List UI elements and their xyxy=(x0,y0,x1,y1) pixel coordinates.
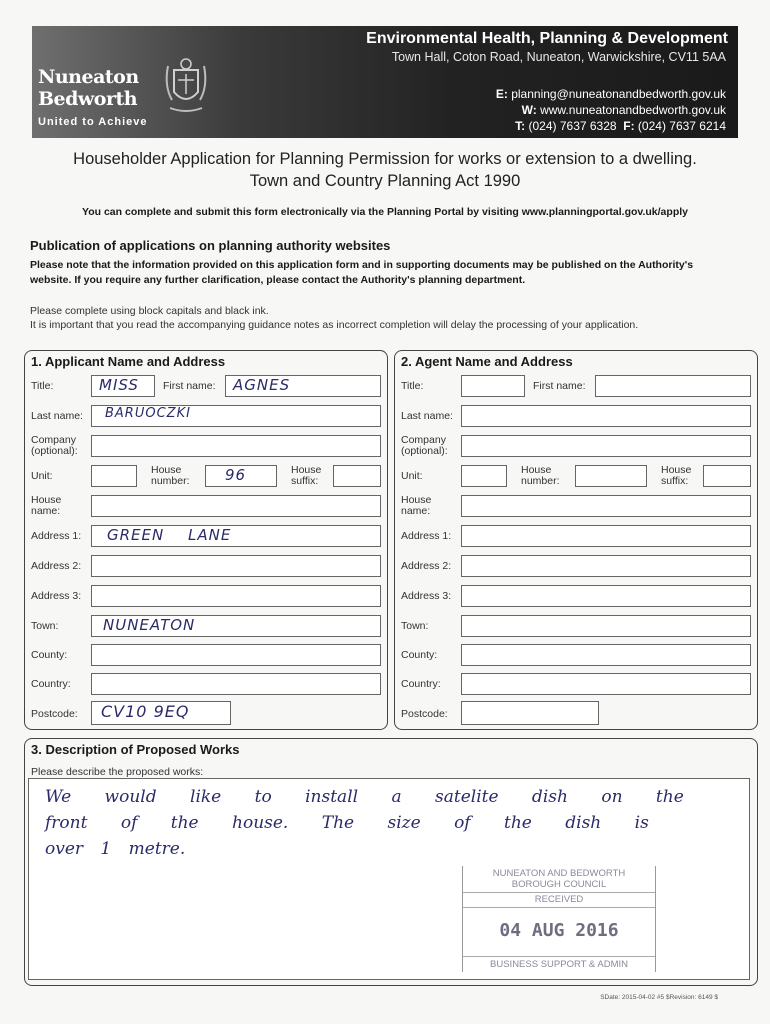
document-title xyxy=(0,148,770,192)
applicant-company-label xyxy=(31,435,78,457)
works-heading: 3. Description of Proposed Works xyxy=(31,742,240,757)
fax-label: F: xyxy=(623,119,635,133)
applicant-unit-field[interactable] xyxy=(91,465,137,487)
agent-first-name-label: First name: xyxy=(533,380,586,392)
house-suffix-label-1: House xyxy=(291,464,322,476)
applicant-postcode-value: CV10 9EQ xyxy=(101,702,190,721)
agent-country-label: Country: xyxy=(401,678,441,690)
logo-line-1: Nuneaton xyxy=(38,66,139,88)
council-logo xyxy=(38,66,148,128)
applicant-address1-label: Address 1: xyxy=(31,530,82,542)
stamp-date: 04 AUG 2016 xyxy=(499,920,619,941)
company-label-2: (optional): xyxy=(31,445,78,457)
applicant-last-name-value: BARUOCZKI xyxy=(105,406,191,421)
department-title: Environmental Health, Planning & Development xyxy=(366,30,728,47)
logo-line-2: Bedworth xyxy=(38,88,138,110)
house-suffix-label-2: suffix: xyxy=(661,475,689,487)
stamp-line-2: BOROUGH COUNCIL xyxy=(463,879,655,893)
applicant-house-suffix-field[interactable] xyxy=(333,465,381,487)
tel-number: (024) 7637 6328 xyxy=(528,119,617,133)
house-name-label-2: name: xyxy=(31,505,61,517)
applicant-first-name-value: AGNES xyxy=(233,376,291,394)
stamp-line-1: NUNEATON AND BEDWORTH xyxy=(492,868,626,879)
applicant-county-field[interactable] xyxy=(91,644,381,666)
email-label: E: xyxy=(495,87,508,101)
house-number-label-1: House xyxy=(521,464,552,476)
tel-label: T: xyxy=(515,119,526,133)
agent-heading: 2. Agent Name and Address xyxy=(401,354,573,369)
agent-address3-field[interactable] xyxy=(461,585,751,607)
agent-company-label xyxy=(401,435,448,457)
applicant-town-label: Town: xyxy=(31,620,59,632)
title-line-2: Town and Country Planning Act 1990 xyxy=(249,172,521,190)
applicant-address1-value: GREEN LANE xyxy=(107,526,232,544)
agent-address3-label: Address 3: xyxy=(401,590,452,602)
house-number-label-2: number: xyxy=(521,475,560,487)
fax-number: (024) 7637 6214 xyxy=(637,119,726,133)
applicant-house-name-field[interactable] xyxy=(91,495,381,517)
applicant-section xyxy=(24,350,388,730)
applicant-house-suffix-label xyxy=(291,465,321,487)
publication-heading: Publication of applications on planning authority websites xyxy=(30,238,391,253)
agent-county-label: County: xyxy=(401,649,438,661)
agent-title-field[interactable] xyxy=(461,375,525,397)
borough-crest-icon xyxy=(160,56,212,116)
works-line-1: We would like to install a satelite dish on the xyxy=(45,787,684,807)
works-line-3: over 1 metre. xyxy=(45,839,186,859)
applicant-country-field[interactable] xyxy=(91,673,381,695)
agent-house-number-label xyxy=(521,465,560,487)
agent-address2-label: Address 2: xyxy=(401,560,452,572)
agent-title-label: Title: xyxy=(401,380,424,392)
agent-house-name-field[interactable] xyxy=(461,495,751,517)
header-banner xyxy=(32,26,738,138)
agent-house-suffix-field[interactable] xyxy=(703,465,751,487)
company-label-1: Company xyxy=(401,434,446,446)
applicant-address2-label: Address 2: xyxy=(31,560,82,572)
applicant-address3-label: Address 3: xyxy=(31,590,82,602)
publication-note: Please note that the information provided on this application form and in supporting documents may be published on the Authority's website. If you require any further clarification, please contact the Authority's planning department. xyxy=(30,259,694,286)
applicant-last-name-label: Last name: xyxy=(31,410,83,422)
stamp-line-3: RECEIVED xyxy=(463,893,655,908)
house-name-label-1: House xyxy=(31,494,62,506)
portal-note: You can complete and submit this form electronically via the Planning Portal by visiting www.planningportal.gov.uk/apply xyxy=(82,206,688,218)
applicant-title-value: MISS xyxy=(99,376,139,394)
stamp-line-5: BUSINESS SUPPORT & ADMIN xyxy=(463,956,655,970)
applicant-address2-field[interactable] xyxy=(91,555,381,577)
company-label-2: (optional): xyxy=(401,445,448,457)
agent-last-name-field[interactable] xyxy=(461,405,751,427)
applicant-address3-field[interactable] xyxy=(91,585,381,607)
agent-house-name-label xyxy=(401,495,431,517)
instruction-line-1: Please complete using block capitals and black ink. xyxy=(30,305,269,317)
agent-address1-field[interactable] xyxy=(461,525,751,547)
agent-address2-field[interactable] xyxy=(461,555,751,577)
web-address: www.nuneatonandbedworth.gov.uk xyxy=(540,103,726,117)
applicant-first-name-label: First name: xyxy=(163,380,216,392)
agent-postcode-field[interactable] xyxy=(461,701,599,725)
agent-section xyxy=(394,350,758,730)
received-stamp xyxy=(462,866,656,972)
applicant-county-label: County: xyxy=(31,649,68,661)
applicant-unit-label: Unit: xyxy=(31,470,53,482)
works-line-2: front of the house. The size of the dish is xyxy=(45,813,649,833)
applicant-town-value: NUNEATON xyxy=(103,616,196,634)
agent-company-field[interactable] xyxy=(461,435,751,457)
agent-last-name-label: Last name: xyxy=(401,410,453,422)
applicant-postcode-label: Postcode: xyxy=(31,708,78,720)
applicant-country-label: Country: xyxy=(31,678,71,690)
instruction-line-2: It is important that you read the accompanying guidance notes as incorrect completion will delay the processing of your application. xyxy=(30,319,639,331)
house-name-label-1: House xyxy=(401,494,432,506)
applicant-title-label: Title: xyxy=(31,380,54,392)
applicant-house-name-label xyxy=(31,495,61,517)
agent-first-name-field[interactable] xyxy=(595,375,751,397)
house-suffix-label-1: House xyxy=(661,464,692,476)
house-name-label-2: name: xyxy=(401,505,431,517)
department-address: Town Hall, Coton Road, Nuneaton, Warwickshire, CV11 5AA xyxy=(391,50,726,64)
applicant-company-field[interactable] xyxy=(91,435,381,457)
email-address: planning@nuneatonandbedworth.gov.uk xyxy=(511,87,726,101)
web-label: W: xyxy=(521,103,537,117)
agent-house-number-field[interactable] xyxy=(575,465,647,487)
instructions xyxy=(30,304,750,332)
applicant-house-number-value: 96 xyxy=(225,466,247,484)
logo-tagline: United to Achieve xyxy=(38,116,148,128)
house-suffix-label-2: suffix: xyxy=(291,475,319,487)
agent-county-field[interactable] xyxy=(461,644,751,666)
house-number-label-2: number: xyxy=(151,475,190,487)
agent-postcode-label: Postcode: xyxy=(401,708,448,720)
agent-house-suffix-label xyxy=(661,465,691,487)
agent-country-field[interactable] xyxy=(461,673,751,695)
title-line-1: Householder Application for Planning Permission for works or extension to a dwelling. xyxy=(73,150,697,168)
works-prompt: Please describe the proposed works: xyxy=(31,766,204,778)
house-number-label-1: House xyxy=(151,464,182,476)
company-label-1: Company xyxy=(31,434,76,446)
agent-town-field[interactable] xyxy=(461,615,751,637)
revision-footer: SDate: 2015-04-02 #5 $Revision: 6149 $ xyxy=(600,994,718,1001)
contact-details xyxy=(496,86,726,134)
agent-unit-label: Unit: xyxy=(401,470,423,482)
applicant-heading: 1. Applicant Name and Address xyxy=(31,354,226,369)
agent-town-label: Town: xyxy=(401,620,429,632)
agent-address1-label: Address 1: xyxy=(401,530,452,542)
agent-unit-field[interactable] xyxy=(461,465,507,487)
applicant-house-number-label xyxy=(151,465,190,487)
